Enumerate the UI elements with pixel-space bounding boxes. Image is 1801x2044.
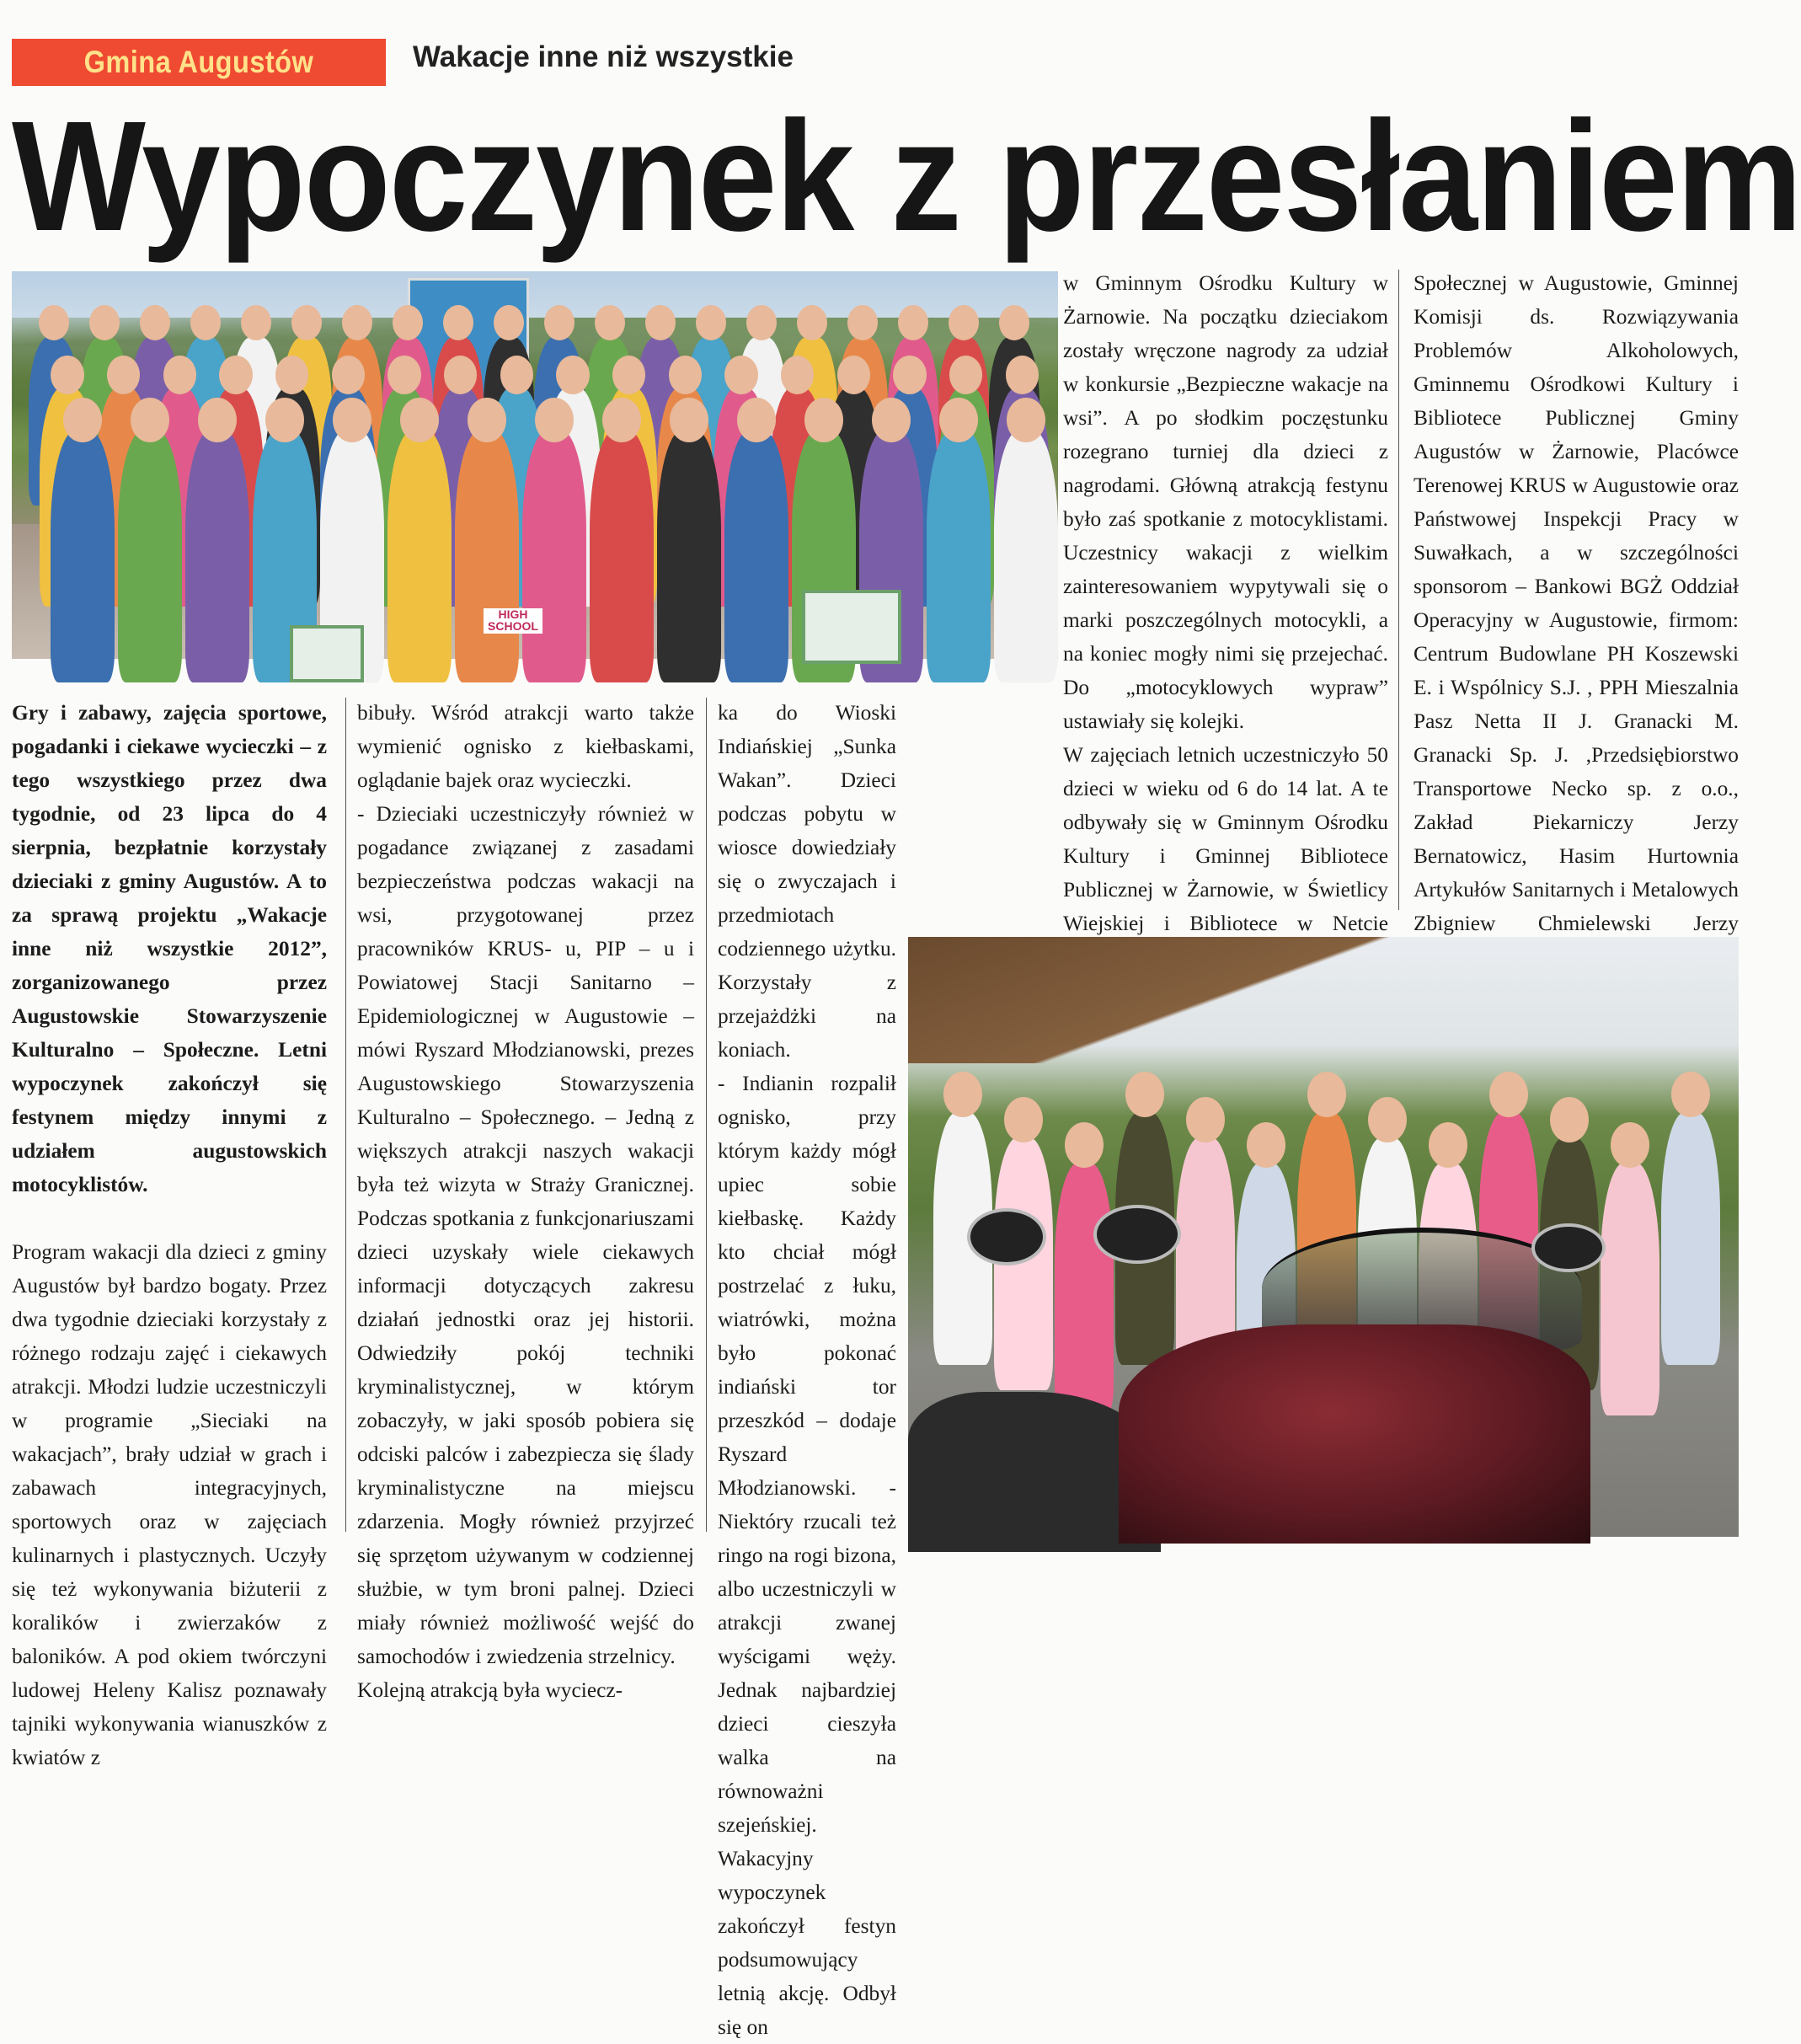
child-figure	[387, 430, 452, 682]
child-head	[1007, 398, 1045, 442]
child-head	[544, 305, 575, 340]
child-head	[131, 398, 169, 442]
child-head	[746, 305, 777, 340]
motorcycle-photo	[908, 937, 1739, 1537]
child-head	[837, 356, 871, 394]
section-tag-label: Gmina Augustów	[83, 45, 314, 79]
column-1	[12, 696, 327, 1769]
column-2	[357, 696, 694, 1702]
lead-paragraph: Gry i zabawy, zajęcia sportowe, pogadanki i ciekawe wycieczki – z tego wszystkiego przez dwa tygodnie, od 23 lipca do 4 sierpnia, bezpłatnie korzystały dzieciaki z gminy Augustów. A to za sprawą projektu „Wakacje inne niż wszystkie 2012”, zorganizowanego przez Augustowskie Stowarzyszenie Kulturalno – Społeczne. Letni wypoczynek zakończył się festynem między innymi z udziałem augustowskich motocyklistów.	[12, 701, 327, 1196]
col3-paragraph-1: ka do Wioski Indiańskiej „Sunka Wakan”. Dzieci podczas pobytu w wiosce dowiedziały się o zwyczajach i przedmiotach codziennego użytku. Korzystały z przejażdżki na koniach.	[718, 701, 896, 1062]
child-head	[556, 356, 590, 394]
col4-paragraph-1: w Gminnym Ośrodku Kultury w Żarnowie. Na początku dzieciakom zostały wręczone nagrody za udział w konkursie „Bezpieczne wakacje na wsi”. A po słodkim poczęstunku rozegrano turniej dla dzieci z nagrodami. Główną atrakcją festynu było zaś spotkanie z motocyklistami. Uczestnicy wakacji z wielkim zainteresowaniem wypytywali się o marki poszczególnych motocykli, a na koniec mogły nimi się przejechać. Do „motocyklowych wypraw” ustawiały się kolejki.	[1063, 271, 1388, 733]
section-tag	[12, 39, 386, 86]
mirror-right	[1531, 1223, 1606, 1272]
child-head	[1550, 1097, 1589, 1142]
child-figure	[1055, 1163, 1114, 1415]
child-head	[670, 398, 708, 442]
child-head	[1065, 1122, 1104, 1168]
child-head	[804, 398, 843, 442]
column-4	[1063, 266, 1388, 935]
held-picture-sign	[802, 590, 901, 664]
child-head	[1307, 1072, 1346, 1117]
child-figure	[927, 430, 991, 682]
col2-paragraph-3: Kolejną atrakcją była wyciecz-	[357, 1678, 623, 1702]
child-head	[140, 305, 170, 340]
child-head	[696, 305, 726, 340]
col4-paragraph-2: W zajęciach letnich uczestniczyło 50 dzieci w wieku od 6 do 14 lat. A te odbywały się w Gminnym Ośrodku Kultury i Gminnej Bibliotece Publicznej w Żarnowie, w Świetlicy Wiejskiej i Bibliotece w Netcie	[1063, 743, 1388, 935]
child-head	[949, 305, 979, 340]
column-divider	[345, 698, 346, 1532]
child-head	[1125, 1072, 1164, 1117]
held-drawing-sign	[290, 625, 364, 682]
col1-body: Program wakacji dla dzieci z gminy Augustów był bardzo bogaty. Przez dwa tygodnie dzieciaki korzystały z różnego rodzaju zajęć i ciekawych atrakcji. Młodzi ludzie uczestniczyli w programie „Sieciaki na wakacjach”, brały udział w grach i zabawach integracyjnych, sportowych oraz w zajęciach kulinarnych i plastycznych. Uczyły się też wykonywania biżuterii z koralików i zwierzaków z baloników. A pod okiem twórczyni ludowej Heleny Kalisz poznawały tajniki wykonywania wianuszków z kwiatów z	[12, 1240, 327, 1769]
child-head	[1368, 1097, 1407, 1142]
kicker: Wakacje inne niż wszystkie	[413, 40, 794, 73]
child-figure	[590, 430, 654, 682]
shirt-print: HIGH SCHOOL	[484, 608, 542, 634]
child-head	[1489, 1072, 1528, 1117]
child-head	[443, 305, 473, 340]
child-head	[724, 356, 758, 394]
child-head	[89, 305, 120, 340]
child-head	[939, 398, 978, 442]
child-head	[669, 356, 703, 394]
child-head	[219, 356, 253, 394]
col3-paragraph-2: - Indianin rozpalił ognisko, przy którym każdy mógł upiec sobie kiełbaskę. Każdy kto chciał mógł postrzelać z łuku, wiatrówki, można było pokonać indiański tor przeszkód – dodaje Ryszard Młodzianowski. - Niektóry rzucali też ringo na rogi bizona, albo uczestniczyli w atrakcji zwanej wyścigami węży. Jednak najbardziej dzieci cieszyła walka na równoważni szejeńskiej.	[718, 1072, 896, 1837]
mirror-left	[967, 1208, 1046, 1265]
child-figure	[118, 430, 182, 682]
child-head	[63, 398, 102, 442]
child-head	[291, 305, 322, 340]
child-figure	[994, 430, 1058, 682]
child-figure	[1661, 1112, 1720, 1365]
column-divider	[1398, 270, 1399, 910]
column-3	[718, 696, 896, 2039]
child-head	[468, 398, 506, 442]
child-head	[872, 398, 911, 442]
child-head	[190, 305, 221, 340]
child-head	[163, 356, 197, 394]
col2-paragraph-2: - Dzieciaki uczestniczyły również w pogadance związanej z zasadami bezpieczeństwa podczas wakacji na wsi, przygotowanej przez pracowników KRUS- u, PIP – u i Powiatowej Stacji Sanitarno – Epidemiologicznej w Augustowie – mówi Ryszard Młodzianowski, prezes Augustowskiego Stowarzyszenia Kulturalno – Społecznego. – Jedną z większych atrakcji naszych wakacji była też wizyta w Straży Granicznej. Podczas spotkania z funkcjonariuszami dzieci uzyskały wiele ciekawych informacji dotyczących zakresu działań jednostki oraz jej historii. Odwiedziły pokój techniki kryminalistycznej, w którym zobaczyły, w jaki sposób pobiera się odciski palców i zabezpiecza się ślady kryminalistyczne na miejscu zdarzenia. Mogły również przyjrzeć się sprzętom używanym w codziennej służbie, w tym broni palnej. Dzieci miały również możliwość wejść do samochodów i zwiedzenia strzelnicy.	[357, 802, 694, 1668]
mirror-center	[1093, 1205, 1181, 1264]
child-head	[595, 305, 625, 340]
child-head	[400, 398, 439, 442]
child-head	[797, 305, 827, 340]
child-figure	[1601, 1163, 1659, 1415]
child-figure	[724, 430, 788, 682]
child-head	[602, 398, 641, 442]
child-head	[332, 356, 366, 394]
child-head	[847, 305, 878, 340]
shelter-roof	[908, 937, 1739, 1063]
child-head	[387, 356, 421, 394]
child-head	[1186, 1097, 1225, 1142]
child-head	[1429, 1122, 1467, 1168]
child-figure	[185, 430, 249, 682]
child-head	[1611, 1122, 1649, 1168]
child-head	[494, 305, 524, 340]
child-head	[51, 356, 84, 394]
child-head	[535, 398, 574, 442]
child-head	[943, 1072, 982, 1117]
child-figure	[455, 430, 519, 682]
col3-paragraph-3: Wakacyjny wypoczynek zakończył festyn podsumowujący letnią akcję. Odbył się on	[718, 1847, 896, 2039]
child-head	[737, 398, 776, 442]
child-head	[645, 305, 676, 340]
motorcycle-tank	[1119, 1324, 1590, 1544]
col2-paragraph-1: bibuły. Wśród atrakcji warto także wymienić ognisko z kiełbaskami, oglądanie bajek oraz wycieczki.	[357, 701, 694, 792]
col5-paragraph-1: Społecznej w Augustowie, Gminnej Komisji ds. Rozwiązywania Problemów Alkoholowych, Gminnemu Ośrodkowi Kultury i Bibliotece Publicznej Gminy Augustów w Żarnowie, Placówce Terenowej KRUS w Augustowie oraz Państwowej Inspekcji Pracy w Suwałkach, a w szczególności sponsorom – Bankowi BGŻ Oddział Operacyjny w Augustowie, firmom: Centrum Budowlane PH Koszewski E. i Wspólnicy S.J. , PPH Mieszalnia Pasz Netta II J. Granacki M. Granacki Sp. J. ,Przedsiębiorstwo Transportowe Necko sp. z o.o., Zakład Piekarniczy Jerzy Bernatowicz, Hasim Hurtownia Artykułów Sanitarnych i Metalowych Zbigniew Chmielewski Jerzy	[1414, 271, 1739, 935]
child-figure	[51, 430, 115, 682]
child-head	[265, 398, 304, 442]
child-head	[393, 305, 423, 340]
child-head	[1247, 1122, 1285, 1168]
child-head	[999, 305, 1029, 340]
child-head	[342, 305, 372, 340]
child-head	[893, 356, 927, 394]
headline: Wypoczynek z przesłaniem	[12, 89, 1801, 264]
child-head	[1004, 1097, 1043, 1142]
child-head	[500, 356, 534, 394]
child-head	[333, 398, 371, 442]
child-head	[198, 398, 237, 442]
child-head	[898, 305, 928, 340]
child-head	[1006, 356, 1039, 394]
group-photo	[12, 271, 1058, 659]
child-head	[39, 305, 69, 340]
child-head	[1671, 1072, 1710, 1117]
column-5	[1414, 266, 1739, 935]
child-figure	[657, 430, 721, 682]
child-figure	[522, 430, 586, 682]
column-divider	[706, 698, 707, 1532]
child-head	[241, 305, 271, 340]
